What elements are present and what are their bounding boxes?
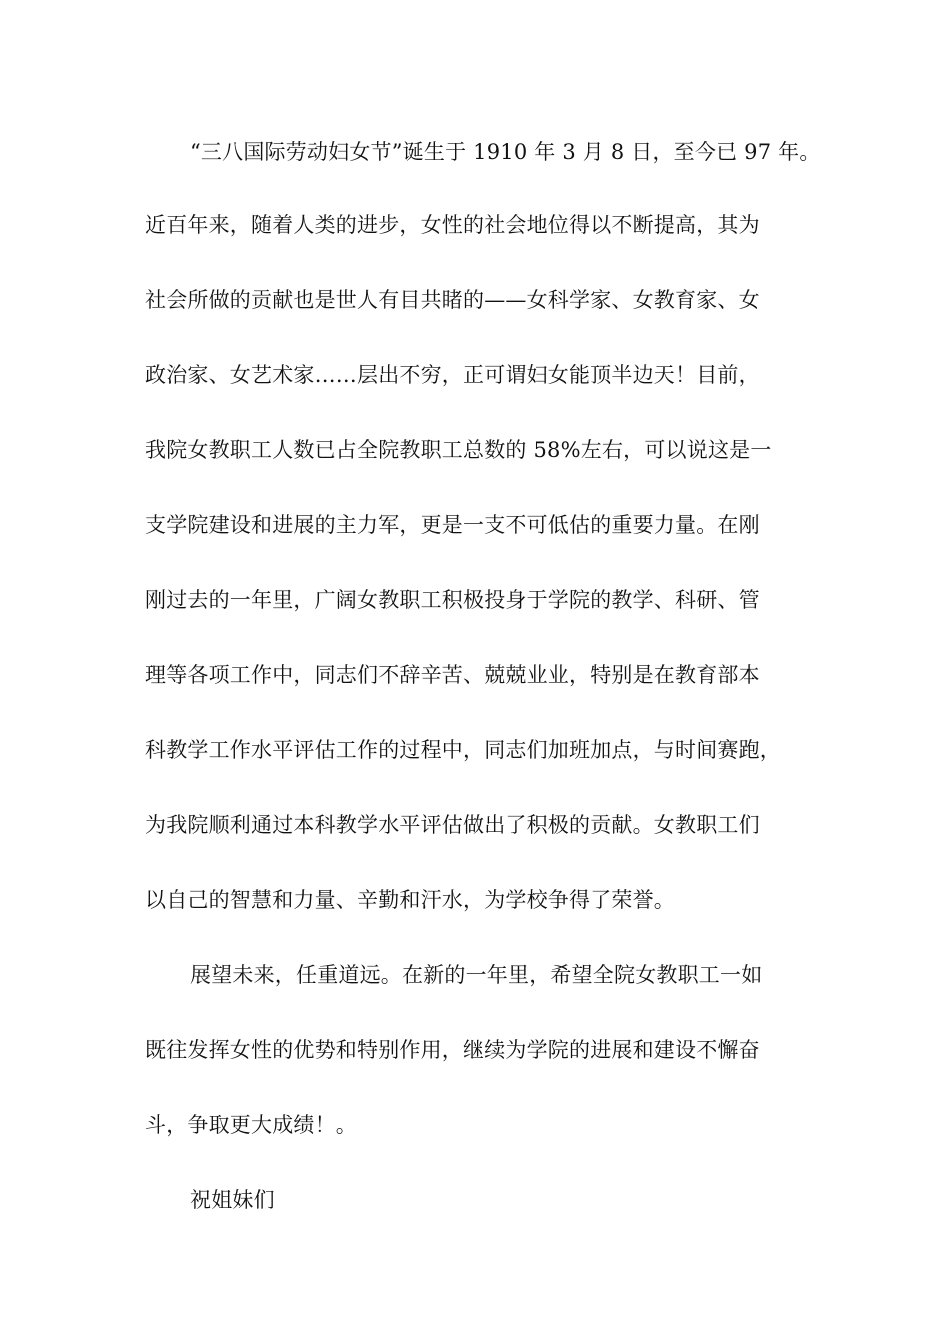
paragraph-1-line-7: 刚过去的一年里，广阔女教职工积极投身于学院的教学、科研、管 [145,588,760,612]
paragraph-2-line-2: 既往发挥女性的优势和特别作用，继续为学院的进展和建设不懈奋 [145,1038,760,1062]
paragraph-1-line-6: 支学院建设和进展的主力军，更是一支不可低估的重要力量。在刚 [145,513,760,537]
paragraph-1-line-3: 社会所做的贡献也是世人有目共睹的——女科学家、女教育家、女 [145,288,760,312]
paragraph-2-line-3: 斗，争取更大成绩！。 [145,1113,357,1137]
paragraph-1-line-4: 政治家、女艺术家……层出不穷，正可谓妇女能顶半边天！目前， [145,363,760,387]
paragraph-1-line-8: 理等各项工作中，同志们不辞辛苦、兢兢业业，特别是在教育部本 [145,663,760,687]
paragraph-1-line-2: 近百年来，随着人类的进步，女性的社会地位得以不断提高，其为 [145,213,760,237]
paragraph-1-line-5: 我院女教职工人数已占全院教职工总数的 58%左右，可以说这是一 [145,438,772,462]
paragraph-1-line-11: 以自己的智慧和力量、辛勤和汗水，为学校争得了荣誉。 [145,888,675,912]
paragraph-2-line-1: 展望未来，任重道远。在新的一年里，希望全院女教职工一如 [190,963,763,987]
closing-line: 祝姐妹们 [190,1188,275,1212]
paragraph-1-line-9: 科教学工作水平评估工作的过程中，同志们加班加点，与时间赛跑， [145,738,781,762]
paragraph-1-line-1: “三八国际劳动妇女节”诞生于 1910 年 3 月 8 日，至今已 97 年。 [190,140,821,164]
paragraph-1-line-10: 为我院顺利通过本科教学水平评估做出了积极的贡献。女教职工们 [145,813,760,837]
